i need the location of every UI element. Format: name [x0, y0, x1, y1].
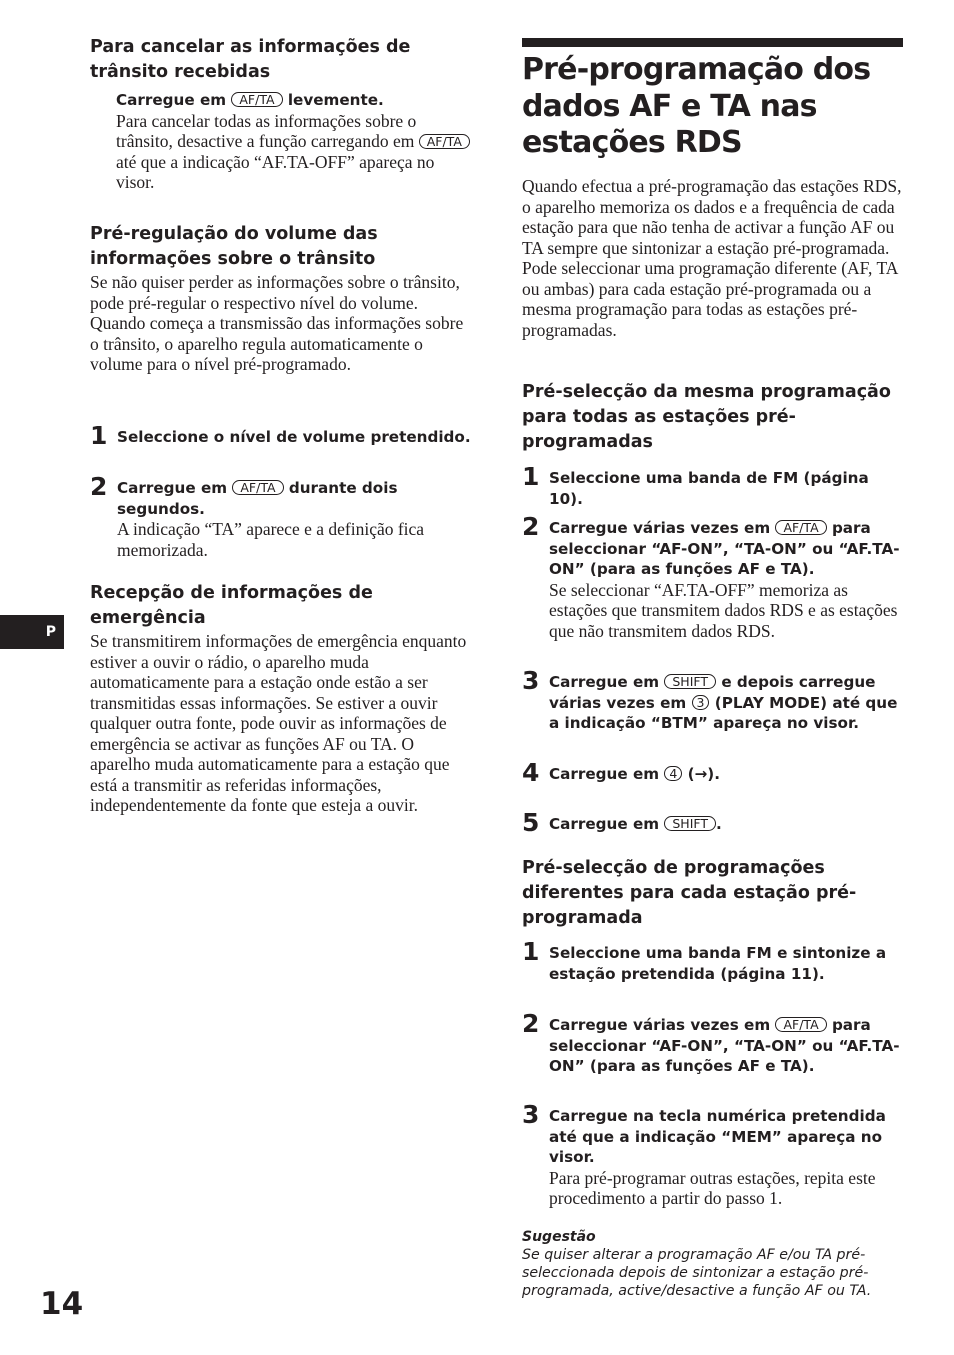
step-number: 1 [522, 462, 540, 491]
step-instruction: Seleccione uma banda FM e sintonize a estação pretendida (página 11). [549, 944, 887, 983]
step-instruction: Carregue em AF/TA durante dois segundos. [117, 479, 398, 518]
section-heading: Recepção de informações de emergência [90, 583, 373, 628]
step-number: 1 [90, 421, 108, 450]
step-instruction: Carregue em 4 (→). [549, 765, 721, 783]
step-number: 5 [522, 808, 540, 837]
step-number: 2 [522, 512, 540, 541]
step-instruction: Carregue em SHIFT e depois carregue várias vezes em 3 (PLAY MODE) até que a indicação “BTM” apareça no visor. [549, 673, 898, 732]
step-note: A indicação “TA” aparece e a definição fica memorizada. [117, 519, 425, 560]
section-heading-different: Pré-selecção de programações diferentes para cada estação pré-programada [522, 858, 857, 928]
instruction-note: Para cancelar todas as informações sobre o trânsito, desactive a função carregando em AF/TA até que a indicação “AF.TA-OFF” apareça no visor. [116, 111, 475, 193]
step-2 [522, 1009, 907, 1077]
section-heading: Pré-regulação do volume das informações sobre o trânsito [90, 224, 378, 269]
section-heading: Para cancelar as informações de trânsito recebidas [90, 37, 411, 82]
step-number: 3 [522, 1100, 540, 1129]
section-heading-same: Pré-selecção da mesma programação para todas as estações pré-programadas [522, 382, 891, 452]
tip-body: Se quiser alterar a programação AF e/ou TA pré-seleccionada depois de sintonizar a estação pré-programada, active/desactive a função AF ou TA. [522, 1247, 872, 1299]
step-3 [522, 1100, 907, 1209]
af-ta-key: AF/TA [775, 520, 826, 535]
section-body: Se transmitirem informações de emergência enquanto estiver a ouvir o rádio, o aparelho muda automaticamente para a estação onde estão a ser transmitidas essas informações. Se estiver a ouvir qualquer outra fonte, pode ouvir as informações de emergência se activar as funções AF ou TA. O aparelho muda automaticamente para a estação que está a transmitir as referidas informações, independentemente da fonte que esteja a ouvir. [90, 631, 467, 815]
af-ta-key: AF/TA [232, 480, 283, 495]
step-1 [522, 462, 907, 509]
section-emergency [90, 581, 475, 816]
shift-key: SHIFT [664, 816, 716, 831]
language-tab: P [0, 615, 64, 649]
step-2 [90, 472, 475, 560]
step-number: 4 [522, 758, 540, 787]
step-instruction: Carregue em SHIFT . [549, 815, 722, 833]
page-title: Pré-programação dos dados AF e TA nas estações RDS [522, 52, 871, 160]
af-ta-key: AF/TA [231, 92, 282, 107]
step-note: Se seleccionar “AF.TA-OFF” memoriza as estações que transmitem dados RDS e as estações que não transmitem dados RDS. [549, 579, 898, 641]
step-instruction: Carregue várias vezes em AF/TA para seleccionar “AF-ON”, “TA-ON” ou “AF.TA-ON” (para as funções AF e TA). [549, 519, 900, 578]
step-4 [522, 758, 907, 787]
tip-title: Sugestão [522, 1229, 596, 1245]
section-cancel-traffic [90, 35, 475, 193]
step-number: 2 [522, 1009, 540, 1038]
step-instruction: Carregue na tecla numérica pretendida até que a indicação “MEM” apareça no visor. [549, 1107, 886, 1166]
step-1 [522, 937, 907, 984]
step-3 [522, 666, 907, 734]
step-instruction: Seleccione o nível de volume pretendido. [117, 428, 471, 446]
af-ta-key: AF/TA [419, 134, 470, 149]
step-instruction: Seleccione uma banda de FM (página 10). [549, 469, 869, 508]
title-rule [522, 38, 903, 47]
section-body: Se não quiser perder as informações sobre o trânsito, pode pré-regular o respectivo nível do volume. Quando começa a transmissão das informações sobre o trânsito, o aparelho regula automaticamente o volume para o nível pré-programado. [90, 272, 464, 374]
af-ta-key: AF/TA [775, 1017, 826, 1032]
number-4-key: 4 [664, 766, 682, 781]
section-volume-preset [90, 222, 475, 375]
intro-paragraph: Quando efectua a pré-programação das estações RDS, o aparelho memoriza os dados e a frequência de cada estação para que não tenha de activar a função AF ou TA sempre que sintonizar a estação pré-programada. Pode seleccionar uma programação diferente (AF, TA ou ambas) para cada estação pré-programada ou a mesma programação para todas as estações pré-programadas. [522, 176, 902, 340]
step-5 [522, 808, 907, 837]
step-1 [90, 421, 475, 450]
number-3-key: 3 [692, 695, 710, 710]
shift-key: SHIFT [664, 674, 716, 689]
step-number: 3 [522, 666, 540, 695]
tip-box [522, 1228, 907, 1300]
step-number: 2 [90, 472, 108, 501]
step-2 [522, 512, 907, 641]
instruction: Carregue em AF/TA levemente. [116, 91, 384, 109]
page-number: 14 [40, 1286, 84, 1322]
step-note: Para pré-programar outras estações, repita este procedimento a partir do passo 1. [549, 1167, 876, 1208]
step-instruction: Carregue várias vezes em AF/TA para seleccionar “AF-ON”, “TA-ON” ou “AF.TA-ON” (para as funções AF e TA). [549, 1016, 900, 1075]
step-number: 1 [522, 937, 540, 966]
